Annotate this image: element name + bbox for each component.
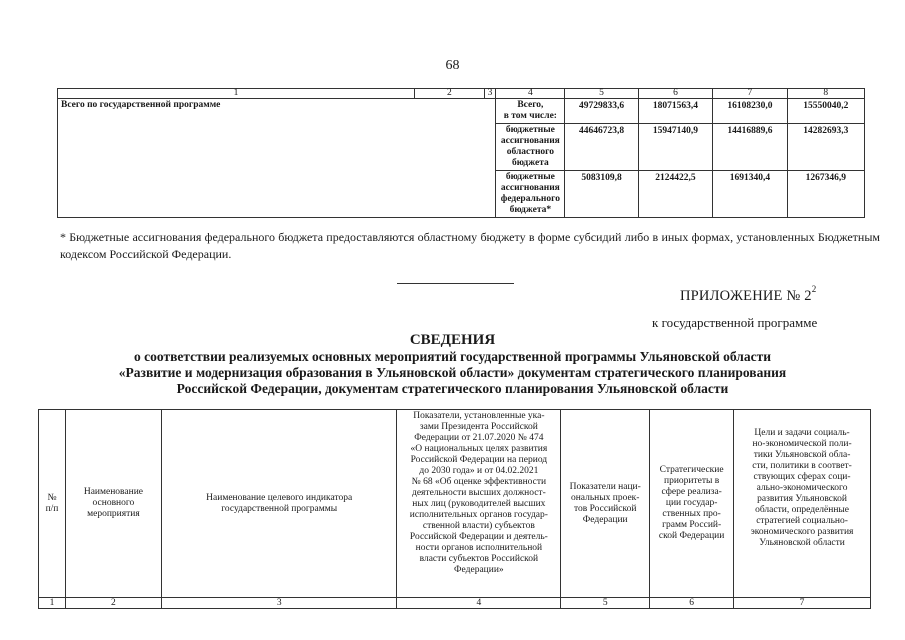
info-table-header-row	[39, 410, 871, 598]
column-header: Показатели наци- ональных проек- тов Российской Федерации	[561, 410, 650, 598]
column-number: 4	[397, 598, 561, 609]
document-subtitle	[0, 349, 905, 397]
amount-cell: 44646723,8	[565, 124, 638, 171]
column-number: 7	[734, 598, 871, 609]
column-number: 5	[561, 598, 650, 609]
column-number: 2	[65, 598, 161, 609]
program-total-label: Всего по государственной программе	[58, 99, 496, 218]
info-table	[38, 409, 871, 609]
amount-cell: 15947140,9	[638, 124, 712, 171]
column-number: 3	[484, 89, 496, 99]
amount-cell: 1267346,9	[787, 171, 864, 218]
budget-table	[57, 88, 865, 218]
column-number: 2	[414, 89, 484, 99]
amount-cell: 1691340,4	[713, 171, 787, 218]
subtitle-line: о соответствии реализуемых основных мероприятий государственной программы Ульяновской области	[134, 349, 771, 364]
table-row	[58, 99, 865, 124]
appendix-superscript: 2	[811, 284, 817, 294]
column-number: 8	[787, 89, 864, 99]
column-header: Наименование основного мероприятия	[65, 410, 161, 598]
amount-cell: 2124422,5	[638, 171, 712, 218]
amount-cell: 16108230,0	[713, 99, 787, 124]
column-number: 4	[496, 89, 565, 99]
column-header: Показатели, установленные ука- зами Президента Российской Федерации от 21.07.2020 № 474 «О национальных целях развития Российской Федерации на период до 2030 года» и от 04.02.2021 № 68 «Об оценке эффективности деятельности высших должност- ных лиц (руководителей высших исполнительных органов государ- ственной власти) субъектов Российской Федерации и деятель- ности органов исполнительной власти субъектов Российской Федерации»	[397, 410, 561, 598]
column-header: Цели и задачи социаль- но-экономической поли- тики Ульяновской обла- сти, политики в соответ- ствующих сферах соци- ально-экономического развития Ульяновской области, определённые стратегией социально- экономического развития Ульяновской области	[734, 410, 871, 598]
column-number: 3	[161, 598, 397, 609]
appendix-label-text: ПРИЛОЖЕНИЕ № 2	[680, 287, 812, 304]
budget-table-column-numbers	[58, 89, 865, 99]
column-number: 6	[638, 89, 712, 99]
amount-cell: 15550040,2	[787, 99, 864, 124]
amount-cell: 14416889,6	[713, 124, 787, 171]
info-table-column-numbers	[39, 598, 871, 609]
amount-cell: 5083109,8	[565, 171, 638, 218]
column-number: 1	[58, 89, 415, 99]
amount-cell: 14282693,3	[787, 124, 864, 171]
subtitle-line: Российской Федерации, документам стратегического планирования Ульяновской области	[176, 381, 729, 396]
document-title: СВЕДЕНИЯ	[409, 332, 496, 348]
column-number: 6	[650, 598, 734, 609]
subtitle-line: «Развитие и модернизация образования в Ульяновской области» документам стратегического планирования	[118, 365, 787, 380]
column-number: 1	[39, 598, 66, 609]
column-number: 5	[565, 89, 638, 99]
page-number: 68	[445, 58, 460, 73]
column-header: Наименование целевого индикатора государственной программы	[161, 410, 397, 598]
amount-cell: 18071563,4	[638, 99, 712, 124]
column-header: № п/п	[39, 410, 66, 598]
appendix-subtitle: к государственной программе	[652, 315, 818, 330]
appendix-label	[680, 286, 816, 305]
row-label: бюджетные ассигнования областного бюджета	[496, 124, 565, 171]
column-header: Стратегические приоритеты в сфере реализа- ции государ- ственных про- грамм Россий- ской Федерации	[650, 410, 734, 598]
footnote: * Бюджетные ассигнования федерального бюджета предоставляются областному бюджету в форме субсидий либо в иных формах, установленных Бюджетным кодексом Российской Федерации.	[60, 230, 880, 261]
row-label: Всего, в том числе:	[496, 99, 565, 124]
column-number: 7	[713, 89, 787, 99]
section-divider	[397, 283, 514, 284]
row-label: бюджетные ассигнования федерального бюджета*	[496, 171, 565, 218]
amount-cell: 49729833,6	[565, 99, 638, 124]
